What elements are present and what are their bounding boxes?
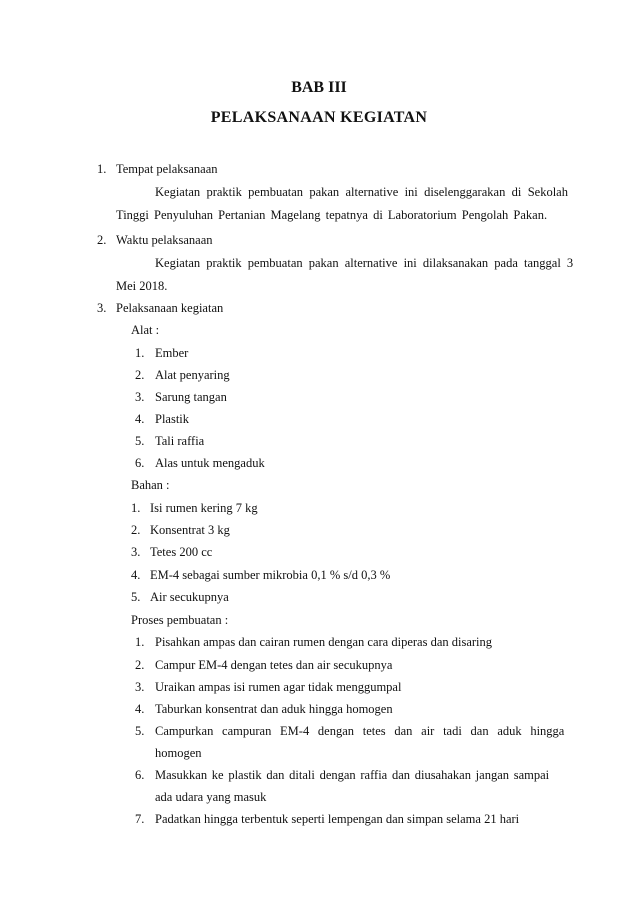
subsection-label-bahan: Bahan : [131, 478, 170, 492]
list-item-num: 6. [135, 768, 145, 782]
list-item: Campur EM-4 dengan tetes dan air secukupnya [155, 658, 393, 672]
list-item: Tetes 200 cc [150, 545, 213, 559]
list-item-num: 3. [135, 390, 145, 404]
chapter-title: PELAKSANAAN KEGIATAN [210, 109, 428, 126]
list-item: Konsentrat 3 kg [150, 523, 230, 537]
list-item-num: 2. [135, 658, 145, 672]
subsection-label-alat: Alat : [131, 323, 160, 337]
list-item-num: 3. [131, 545, 141, 559]
subsection-label-proses: Proses pembuatan : [131, 613, 229, 627]
list-item: Air secukupnya [150, 590, 229, 604]
list-item-num: 7. [135, 812, 145, 826]
list-item-num: 1. [131, 501, 141, 515]
list-item-num: 4. [131, 568, 141, 582]
list-item: Alat penyaring [155, 368, 230, 382]
list-item: Campurkan campuran EM-4 dengan tetes dan air tadi dan aduk hingga [155, 724, 565, 738]
section-label: Waktu pelaksanaan [116, 233, 213, 247]
list-item-num: 6. [135, 456, 145, 470]
list-item: Alas untuk mengaduk [155, 456, 265, 470]
list-item: Masukkan ke plastik dan ditali dengan raffia dan diusahakan jangan sampai [155, 768, 550, 782]
section-number: 1. [97, 162, 107, 176]
paragraph-line [155, 184, 568, 200]
list-item-num: 4. [135, 412, 145, 426]
section-number: 3. [97, 301, 107, 315]
list-item: Sarung tangan [155, 390, 227, 404]
list-item-continuation: homogen [155, 746, 202, 760]
paragraph-text: Kegiatan praktik pembuatan pakan alternative ini diselenggarakan di Sekolah [155, 185, 568, 199]
list-item: Pisahkan ampas dan cairan rumen dengan cara diperas dan disaring [155, 635, 493, 649]
section-label: Pelaksanaan kegiatan [116, 301, 224, 315]
list-item: Isi rumen kering 7 kg [150, 501, 258, 515]
paragraph-line: Mei 2018. [116, 279, 168, 293]
list-item: Plastik [155, 412, 190, 426]
list-item-num: 5. [131, 590, 141, 604]
list-item: Padatkan hingga terbentuk seperti lempengan dan simpan selama 21 hari [155, 812, 520, 826]
list-item: Ember [155, 346, 189, 360]
list-item: Taburkan konsentrat dan aduk hingga homogen [155, 702, 393, 716]
list-item-num: 5. [135, 724, 145, 738]
list-item-num: 5. [135, 434, 145, 448]
list-item: Uraikan ampas isi rumen agar tidak menggumpal [155, 680, 402, 694]
section-label: Tempat pelaksanaan [116, 162, 218, 176]
list-item-num: 1. [135, 635, 145, 649]
chapter-heading: BAB III [291, 79, 347, 96]
list-item-continuation: ada udara yang masuk [155, 790, 267, 804]
list-item-num: 3. [135, 680, 145, 694]
list-item-num: 2. [135, 368, 145, 382]
section-number: 2. [97, 233, 107, 247]
paragraph-line: Kegiatan praktik pembuatan pakan alternative ini dilaksanakan pada tanggal 3 [155, 256, 574, 270]
list-item-num: 1. [135, 346, 145, 360]
list-item-num: 4. [135, 702, 145, 716]
list-item: Tali raffia [155, 434, 205, 448]
list-item: EM-4 sebagai sumber mikrobia 0,1 % s/d 0,3 % [150, 568, 391, 582]
paragraph-line: Tinggi Penyuluhan Pertanian Magelang tepatnya di Laboratorium Pengolah Pakan. [116, 208, 548, 222]
list-item-num: 2. [131, 523, 141, 537]
